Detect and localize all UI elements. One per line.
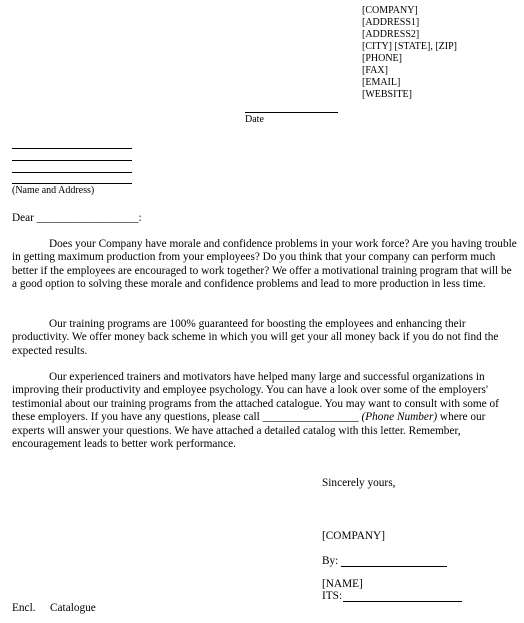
sender-fax: [FAX] <box>362 65 388 76</box>
signature-by-line <box>341 566 447 567</box>
signature-its-line <box>343 601 462 602</box>
recipient-line <box>12 183 132 184</box>
phone-number-placeholder: (Phone Number) <box>361 411 438 424</box>
signature-company: [COMPANY] <box>322 530 385 542</box>
sender-email: [EMAIL] <box>362 77 401 88</box>
recipient-line <box>12 160 132 161</box>
recipient-label: (Name and Address) <box>12 185 95 196</box>
signature-name: [NAME] <box>322 578 363 590</box>
recipient-line <box>12 148 132 149</box>
enclosure-label: Encl. <box>12 602 36 614</box>
sender-company: [COMPANY] <box>362 5 418 16</box>
sender-phone: [PHONE] <box>362 53 402 64</box>
sender-website: [WEBSITE] <box>362 89 412 100</box>
enclosure-item: Catalogue <box>50 602 96 614</box>
sender-address-block <box>362 5 457 101</box>
salutation: Dear __________________: <box>12 212 142 224</box>
closing: Sincerely yours, <box>322 477 396 489</box>
paragraph-1: Does your Company have morale and confidence problems in your work force? Are you having trouble in getting maximum production from your employees? Do you think that your company can perform much better if the employees are encouraged to work together? We offer a motivational training program that will be a good option to solving these morale and confidence problems and lead to more production in less time. <box>12 238 517 291</box>
paragraph-3 <box>12 371 515 451</box>
recipient-line <box>12 172 132 173</box>
paragraph-3-text-after: where our experts will answer your questions. We have attached a detailed catalog with this letter. Remember, encouragement leads to better work performance. <box>12 411 486 451</box>
sender-address2: [ADDRESS2] <box>362 29 420 40</box>
sender-address1: [ADDRESS1] <box>362 17 420 28</box>
signature-its-label: ITS: <box>322 590 343 602</box>
date-line <box>245 112 338 113</box>
date-label: Date <box>245 114 264 125</box>
signature-by-label: By: <box>322 555 339 567</box>
paragraph-2: Our training programs are 100% guaranteed for boosting the employees and enhancing their productivity. We offer money back scheme in which you will get your all money back if you do not find the expected results. <box>12 318 499 357</box>
paragraph-3-text-before: Our experienced trainers and motivators have helped many large and successful organizations in improving their productivity and employee psychology. You can have a look over some of the employers' testimonial about our training programs from the attached catalogue. You may want to consult with some of these employers. If you have any questions, please call _________________ <box>12 371 499 424</box>
sender-city-state-zip: [CITY] [STATE], [ZIP] <box>362 41 458 52</box>
